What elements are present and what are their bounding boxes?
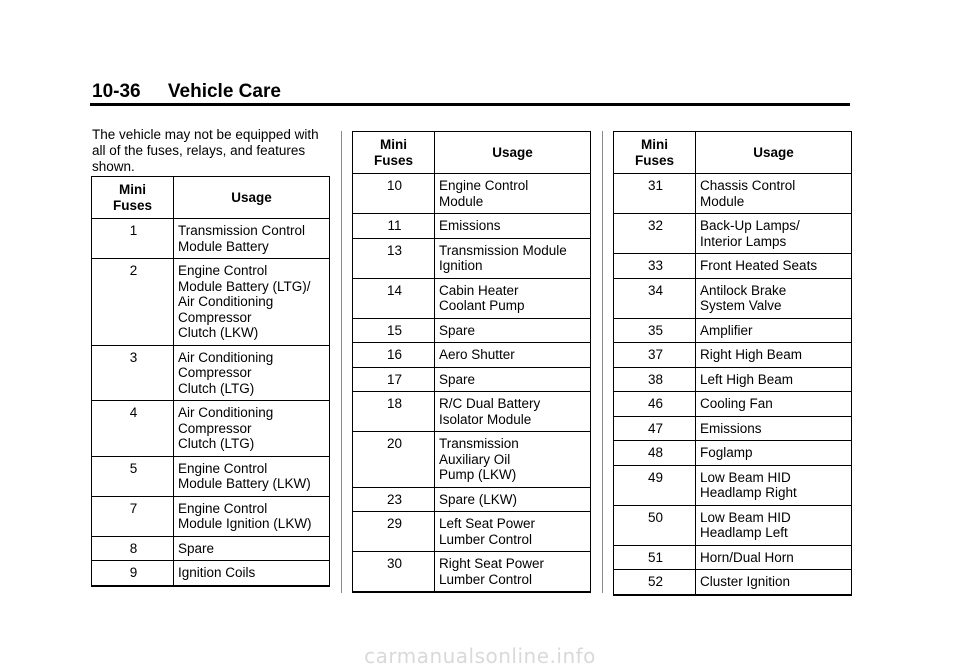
col-header-fuses: Mini Fuses (353, 132, 435, 174)
fuse-number: 7 (92, 496, 174, 536)
fuse-usage: R/C Dual Battery Isolator Module (435, 392, 591, 432)
table-row (353, 512, 591, 552)
fuse-usage: Air Conditioning Compressor Clutch (LTG) (174, 345, 330, 401)
fuse-number: 49 (614, 465, 696, 505)
table-row (92, 219, 330, 259)
fuse-usage: Back-Up Lamps/ Interior Lamps (696, 214, 852, 254)
col-header-usage: Usage (435, 132, 591, 174)
fuse-number: 32 (614, 214, 696, 254)
fuse-usage: Chassis Control Module (696, 174, 852, 214)
fuse-usage: Cluster Ignition (696, 570, 852, 595)
table-row (614, 318, 852, 343)
header-rule (90, 103, 850, 106)
table-row (614, 505, 852, 545)
fuse-usage: Transmission Auxiliary Oil Pump (LKW) (435, 432, 591, 488)
intro-paragraph: The vehicle may not be equipped with all of the fuses, relays, and features shown. (92, 127, 319, 174)
fuse-usage: Engine Control Module Ignition (LKW) (174, 496, 330, 536)
page-number: 10-36 (92, 81, 141, 102)
fuse-usage: Right Seat Power Lumber Control (435, 552, 591, 593)
table-row (353, 318, 591, 343)
fuse-usage: Transmission Module Ignition (435, 238, 591, 278)
fuse-number: 50 (614, 505, 696, 545)
table-row (614, 174, 852, 214)
table-row (92, 401, 330, 457)
fuse-usage: Horn/Dual Horn (696, 545, 852, 570)
fuse-number: 48 (614, 441, 696, 466)
table-row (353, 432, 591, 488)
column-divider (341, 131, 342, 593)
table-row (92, 345, 330, 401)
fuse-number: 5 (92, 456, 174, 496)
table-row (614, 214, 852, 254)
fuse-number: 15 (353, 318, 435, 343)
table-row (92, 536, 330, 561)
table-row (614, 416, 852, 441)
fuse-number: 17 (353, 367, 435, 392)
fuse-usage: Cabin Heater Coolant Pump (435, 278, 591, 318)
table-row (614, 570, 852, 595)
fuse-usage: Front Heated Seats (696, 254, 852, 279)
fuse-number: 2 (92, 259, 174, 346)
col-header-usage: Usage (696, 132, 852, 174)
table-row (614, 367, 852, 392)
fuse-number: 47 (614, 416, 696, 441)
fuse-number: 37 (614, 343, 696, 368)
column-divider (602, 131, 603, 593)
table-row (353, 238, 591, 278)
fuse-number: 18 (353, 392, 435, 432)
fuse-number: 1 (92, 219, 174, 259)
fuse-number: 4 (92, 401, 174, 457)
section-title: Vehicle Care (167, 81, 281, 102)
fuse-number: 29 (353, 512, 435, 552)
fuse-usage: Cooling Fan (696, 392, 852, 417)
fuse-usage: Low Beam HID Headlamp Right (696, 465, 852, 505)
fuse-number: 11 (353, 214, 435, 239)
table-row (614, 278, 852, 318)
fuse-usage: Antilock Brake System Valve (696, 278, 852, 318)
fuse-usage: Air Conditioning Compressor Clutch (LTG) (174, 401, 330, 457)
fuse-number: 35 (614, 318, 696, 343)
fuse-usage: Spare (435, 318, 591, 343)
table-row (92, 456, 330, 496)
fuse-usage: Aero Shutter (435, 343, 591, 368)
fuse-number: 46 (614, 392, 696, 417)
fuse-usage: Transmission Control Module Battery (174, 219, 330, 259)
fuse-number: 9 (92, 561, 174, 586)
fuse-usage: Left Seat Power Lumber Control (435, 512, 591, 552)
fuse-number: 31 (614, 174, 696, 214)
table-row (353, 214, 591, 239)
fuse-number: 34 (614, 278, 696, 318)
fuse-usage: Emissions (696, 416, 852, 441)
fuse-number: 14 (353, 278, 435, 318)
fuse-usage: Spare (435, 367, 591, 392)
fuse-number: 23 (353, 487, 435, 512)
fuse-usage: Low Beam HID Headlamp Left (696, 505, 852, 545)
fuse-number: 20 (353, 432, 435, 488)
fuse-usage: Emissions (435, 214, 591, 239)
table-row (353, 367, 591, 392)
fuse-number: 30 (353, 552, 435, 593)
table-row (614, 441, 852, 466)
col-header-fuses: Mini Fuses (92, 177, 174, 219)
fuse-table-2 (352, 131, 591, 593)
table-row (92, 561, 330, 586)
fuse-usage: Foglamp (696, 441, 852, 466)
fuse-number: 13 (353, 238, 435, 278)
fuse-usage: Left High Beam (696, 367, 852, 392)
fuse-table-1 (91, 176, 330, 587)
fuse-usage: Amplifier (696, 318, 852, 343)
fuse-number: 33 (614, 254, 696, 279)
table-row (92, 496, 330, 536)
fuse-usage: Ignition Coils (174, 561, 330, 586)
fuse-number: 51 (614, 545, 696, 570)
table-row (614, 343, 852, 368)
table-row (614, 254, 852, 279)
watermark: carmanualsonline.info (364, 644, 596, 668)
fuse-number: 16 (353, 343, 435, 368)
col-header-fuses: Mini Fuses (614, 132, 696, 174)
fuse-number: 3 (92, 345, 174, 401)
table-row (92, 259, 330, 346)
col-header-usage: Usage (174, 177, 330, 219)
fuse-usage: Spare (174, 536, 330, 561)
fuse-usage: Engine Control Module Battery (LKW) (174, 456, 330, 496)
fuse-number: 8 (92, 536, 174, 561)
page-header (92, 80, 850, 104)
table-row (353, 392, 591, 432)
table-row (614, 392, 852, 417)
table-row (353, 552, 591, 593)
fuse-usage: Spare (LKW) (435, 487, 591, 512)
table-row (353, 487, 591, 512)
fuse-table-3 (613, 131, 852, 596)
fuse-number: 38 (614, 367, 696, 392)
table-row (353, 174, 591, 214)
fuse-usage: Right High Beam (696, 343, 852, 368)
fuse-number: 10 (353, 174, 435, 214)
table-row (614, 545, 852, 570)
fuse-usage: Engine Control Module (435, 174, 591, 214)
table-row (353, 278, 591, 318)
fuse-number: 52 (614, 570, 696, 595)
fuse-usage: Engine Control Module Battery (LTG)/ Air Conditioning Compressor Clutch (LKW) (174, 259, 330, 346)
table-row (614, 465, 852, 505)
table-row (353, 343, 591, 368)
